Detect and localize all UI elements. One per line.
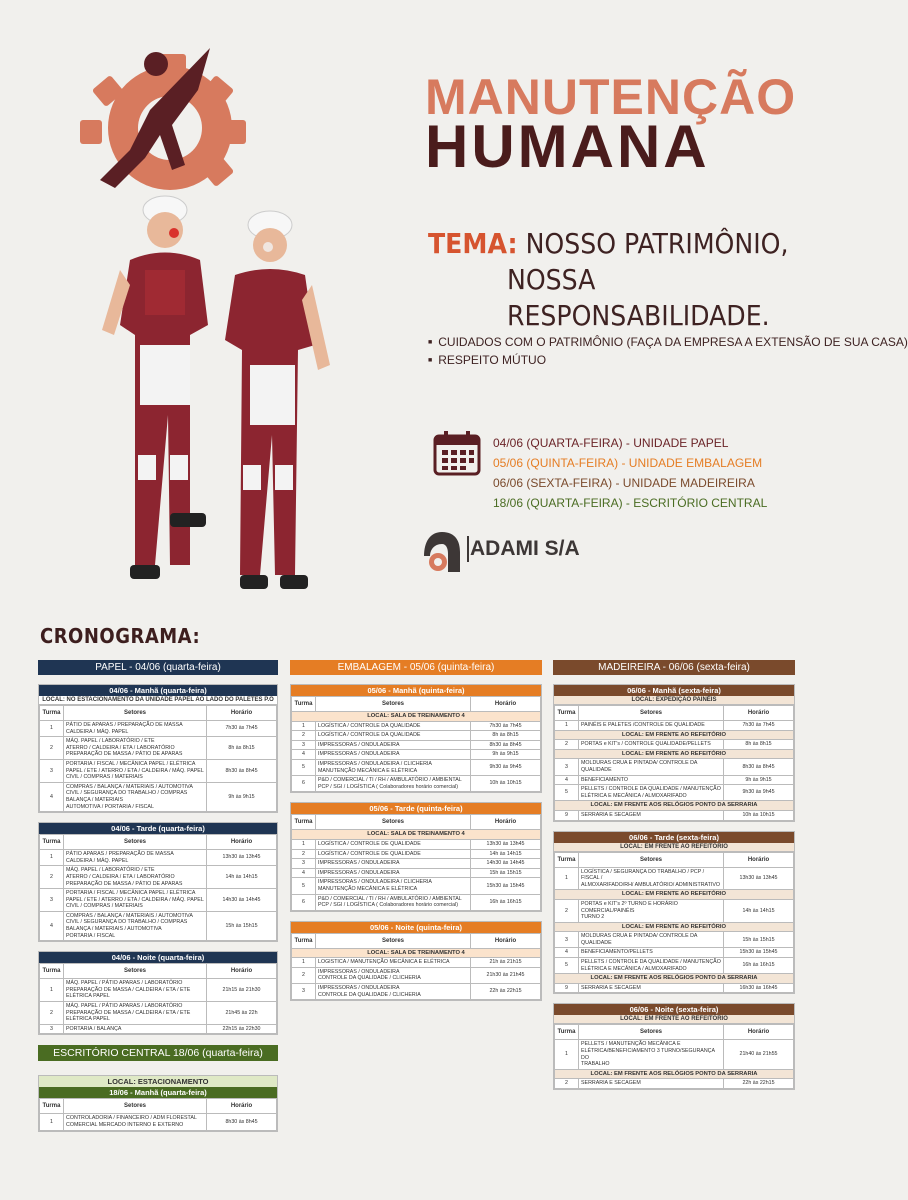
cell-horario: 22h às 22h15 <box>471 984 541 1000</box>
th-horario: Horário <box>471 697 541 712</box>
escritorio-header: ESCRITÓRIO CENTRAL 18/06 (quarta-feira) <box>38 1045 278 1061</box>
cell-horario: 14h às 14h15 <box>724 899 794 922</box>
cell-turma: 6 <box>292 776 316 792</box>
cell-setores: PORTARIA / FISCAL / MECÂNICA PAPEL / ELÉTRICA PAPEL / ETE / ATERRO / ETA / CALDEIRA / MÁQ. PAPEL CIVIL / COMPRAS / MATERIAIS <box>64 759 207 782</box>
table-row <box>555 810 794 820</box>
cell-turma: 1 <box>292 839 316 849</box>
table-row <box>40 1114 277 1130</box>
schedule-table <box>39 1098 277 1130</box>
cell-turma: 5 <box>555 958 579 974</box>
cell-setores: LOGÍSTICA / CONTROLE DA QUALIDADE <box>316 731 471 741</box>
table-row <box>292 958 541 968</box>
schedule-table <box>554 1024 794 1089</box>
block-title: 05/06 - Tarde (quinta-feira) <box>291 803 541 814</box>
bullet-item: ■ RESPEITO MÚTUO <box>428 353 908 367</box>
cell-horario: 15h às 15h15 <box>207 911 277 940</box>
local-label: LOCAL: ESTACIONAMENTO <box>39 1076 277 1087</box>
block-title: 05/06 - Noite (quinta-feira) <box>291 922 541 933</box>
cell-horario: 14h30 às 14h45 <box>207 889 277 912</box>
cell-turma: 5 <box>292 759 316 775</box>
table-row <box>555 775 794 785</box>
cell-setores: COMPRAS / BALANÇA / MATERIAIS / AUTOMOTIVA CIVIL / SEGURANÇA DO TRABALHO / COMPRAS BALANÇA / MATERIAIS AUTOMOTIVA / PORTARIA / FISCAL <box>64 782 207 811</box>
th-turma: Turma <box>555 706 579 721</box>
dates-list <box>493 433 767 513</box>
cell-turma: 5 <box>555 785 579 801</box>
tema-label: TEMA: <box>428 227 518 260</box>
cell-turma: 1 <box>292 721 316 731</box>
embalagem-column <box>290 660 542 1001</box>
table-row <box>555 932 794 948</box>
cell-setores: PORTARIA / FISCAL / MECÂNICA PAPEL / ELÉTRICA PAPEL / ETE / ATERRO / ETA / CALDEIRA / MÁQ. PAPEL CIVIL / COMPRAS / MATERIAIS <box>64 889 207 912</box>
table-row <box>40 866 277 889</box>
cell-turma: 3 <box>292 859 316 869</box>
local-label: LOCAL: EM FRENTE AO REFEITÓRIO <box>554 1015 794 1024</box>
cell-setores: LOGÍSTICA / CONTROLE DE QUALIDADE <box>316 849 471 859</box>
cell-setores: LOGISTICA / MANUTENÇÃO MECÂNICA E ELÉTRICA <box>316 958 471 968</box>
embalagem-header: EMBALAGEM - 05/06 (quinta-feira) <box>290 660 542 675</box>
block-title: 06/06 - Manhã (sexta-feira) <box>554 685 794 696</box>
cell-setores: SERRARIA E SECAGEM <box>579 983 724 993</box>
cell-horario: 21h40 às 21h55 <box>724 1040 794 1069</box>
cell-horario: 8h30 às 8h45 <box>471 740 541 750</box>
calendar-icon <box>433 430 481 476</box>
cell-setores: IMPRESSORAS / ONDULADEIRA CONTROLE DA QUALIDADE / CLICHERIA <box>316 967 471 983</box>
cell-turma: 2 <box>40 866 64 889</box>
date-papel: 04/06 (QUARTA-FEIRA) - UNIDADE PAPEL <box>493 436 729 450</box>
cell-horario: 14h às 14h15 <box>471 849 541 859</box>
cell-setores: COMPRAS / BALANÇA / MATERIAIS / AUTOMOTIVA CIVIL / SEGURANÇA DO TRABALHO / COMPRAS BALANÇA / MATERIAIS / AUTOMOTIVA PORTARIA / FISCAL <box>64 911 207 940</box>
th-turma: Turma <box>292 697 316 712</box>
cell-turma: 2 <box>40 1002 64 1025</box>
cell-turma: 1 <box>555 867 579 890</box>
block-title: 06/06 - Noite (sexta-feira) <box>554 1004 794 1015</box>
cell-horario: 8h às 8h15 <box>724 740 794 750</box>
schedule-table <box>554 705 794 821</box>
cell-setores: BENEFICIAMENTO <box>579 775 724 785</box>
block-title: 18/06 - Manhã (quarta-feira) <box>39 1087 277 1098</box>
table-row <box>40 850 277 866</box>
cell-setores: IMPRESSORAS / ONDULADEIRA / CLICHERIA MANUTENÇÃO MECÂNICA E ELÉTRICA <box>316 759 471 775</box>
table-row <box>292 868 541 878</box>
th-horario: Horário <box>207 964 277 979</box>
cell-turma: 3 <box>40 759 64 782</box>
madeireira-header: MADEIREIRA - 06/06 (sexta-feira) <box>553 660 795 675</box>
cell-setores: PELLETS / CONTROLE DA QUALIDADE / MANUTENÇÃO ELÉTRICA E MECÂNICA / ALMOXARIFADO <box>579 785 724 801</box>
th-horario: Horário <box>724 706 794 721</box>
bullet-list <box>428 335 908 371</box>
embalagem-tarde-block <box>290 802 542 911</box>
th-setores: Setores <box>316 815 471 830</box>
th-setores: Setores <box>64 1099 207 1114</box>
cell-setores: PÁTIO DE APARAS / PREPARAÇÃO DE MASSA CALDEIRA / MÁQ. PAPEL <box>64 721 207 737</box>
date-escritorio: 18/06 (QUARTA-FEIRA) - ESCRITÓRIO CENTRAL <box>493 496 768 510</box>
local-label: LOCAL: EM FRENTE AO REFEITÓRIO <box>555 890 794 900</box>
table-row <box>292 984 541 1000</box>
schedule-table <box>39 963 277 1034</box>
madeireira-column <box>553 660 795 1090</box>
cell-setores: MOLDURAS CRUA E PINTADA/ CONTROLE DA QUALIDADE <box>579 759 724 775</box>
cell-horario: 10h às 10h15 <box>471 776 541 792</box>
cell-turma: 1 <box>40 1114 64 1130</box>
local-label: LOCAL: EM FRENTE AOS RELÓGIOS PONTO DA SERRARIA <box>555 974 794 984</box>
local-label: LOCAL: EM FRENTE AO REFEITÓRIO <box>555 749 794 759</box>
th-horario: Horário <box>207 835 277 850</box>
local-label: LOCAL: NO ESTACIONAMENTO DA UNIDADE PAPEL AO LADO DO PALETES P.O <box>39 696 277 705</box>
cell-horario: 15h às 15h15 <box>471 868 541 878</box>
company-name: ADAMI S/A <box>470 537 580 560</box>
adami-logo-icon <box>422 530 462 574</box>
th-setores: Setores <box>579 1025 724 1040</box>
local-label: LOCAL: SALA DE TREINAMENTO 4 <box>292 830 541 840</box>
cell-turma: 3 <box>292 740 316 750</box>
cell-horario: 15h às 15h15 <box>724 932 794 948</box>
cell-turma: 1 <box>555 1040 579 1069</box>
cell-turma: 2 <box>292 967 316 983</box>
cell-horario: 13h30 às 13h45 <box>724 867 794 890</box>
cell-horario: 9h às 9h15 <box>724 775 794 785</box>
cell-turma: 2 <box>555 899 579 922</box>
cell-horario: 15h30 às 15h45 <box>471 878 541 894</box>
cell-horario: 15h30 às 15h45 <box>724 948 794 958</box>
local-label: LOCAL: SALA DE TREINAMENTO 4 <box>292 948 541 958</box>
th-turma: Turma <box>555 1025 579 1040</box>
tema-line2: NOSSA RESPONSABILIDADE. <box>507 263 770 332</box>
cell-setores: PELLETS / CONTROLE DA QUALIDADE / MANUTENÇÃO ELÉTRICA E MECÂNICA / ALMOXARIFADO <box>579 958 724 974</box>
table-row <box>292 967 541 983</box>
local-label: LOCAL: EM FRENTE AO REFEITÓRIO <box>555 730 794 740</box>
madeireira-noite-block <box>553 1003 795 1090</box>
table-row <box>292 878 541 894</box>
table-row <box>40 737 277 760</box>
cell-setores: MOLDURAS CRUA E PINTADA/ CONTROLE DA QUALIDADE <box>579 932 724 948</box>
cell-horario: 22h às 22h15 <box>724 1079 794 1089</box>
cell-horario: 8h às 8h15 <box>471 731 541 741</box>
cell-setores: IMPRESSORAS / ONDULADEIRA / CLICHERIA MANUTENÇÃO MECÂNICA E ELÉTRICA <box>316 878 471 894</box>
th-turma: Turma <box>40 964 64 979</box>
th-horario: Horário <box>724 1025 794 1040</box>
th-setores: Setores <box>316 697 471 712</box>
local-label: LOCAL: EM FRENTE AO REFEITÓRIO <box>554 843 794 852</box>
cell-horario: 21h às 21h15 <box>471 958 541 968</box>
block-title: 04/06 - Manhã (quarta-feira) <box>39 685 277 696</box>
title-line2: HUMANA <box>425 113 710 180</box>
table-row <box>292 849 541 859</box>
tema-block <box>428 226 847 334</box>
cell-setores: PORTARIA / BALANÇA <box>64 1024 207 1034</box>
block-title: 06/06 - Tarde (sexta-feira) <box>554 832 794 843</box>
cell-turma: 6 <box>292 894 316 910</box>
th-horario: Horário <box>471 815 541 830</box>
cell-horario: 14h às 14h15 <box>207 866 277 889</box>
table-row <box>292 894 541 910</box>
title-line1: MANUTENÇÃO <box>425 69 797 125</box>
cell-turma: 4 <box>40 782 64 811</box>
cell-setores: CONTROLADORIA / FINANCEIRO / ADM FLORESTAL COMERCIAL MERCADO INTERNO E EXTERNO <box>64 1114 207 1130</box>
local-label: LOCAL: EM FRENTE AO REFEITÓRIO <box>555 922 794 932</box>
cell-turma: 5 <box>292 878 316 894</box>
cell-turma: 4 <box>292 750 316 760</box>
cell-horario: 14h30 às 14h45 <box>471 859 541 869</box>
th-setores: Setores <box>64 964 207 979</box>
table-row <box>40 889 277 912</box>
cell-horario: 8h30 às 8h45 <box>207 759 277 782</box>
embalagem-noite-block <box>290 921 542 1002</box>
th-turma: Turma <box>40 706 64 721</box>
cell-horario: 13h30 às 13h45 <box>471 839 541 849</box>
cell-turma: 9 <box>555 983 579 993</box>
papel-manha-block <box>38 684 278 813</box>
th-setores: Setores <box>579 706 724 721</box>
table-row <box>555 958 794 974</box>
cell-setores: SERRARIA E SECAGEM <box>579 810 724 820</box>
papel-column <box>38 660 278 1132</box>
table-row <box>292 859 541 869</box>
cell-setores: PORTAS e KIT's / CONTROLE QUALIDADE/PELLETS <box>579 740 724 750</box>
cell-horario: 9h30 às 9h45 <box>471 759 541 775</box>
cell-turma: 4 <box>555 775 579 785</box>
th-horario: Horário <box>724 852 794 867</box>
cell-turma: 4 <box>292 868 316 878</box>
cell-turma: 2 <box>555 740 579 750</box>
cell-setores: LOGÍSTICA / CONTROLE DE QUALIDADE <box>316 839 471 849</box>
local-label: LOCAL: EXPEDIÇÃO PAINÉIS <box>554 696 794 705</box>
block-title: 04/06 - Tarde (quarta-feira) <box>39 823 277 834</box>
cell-horario: 7h30 às 7h45 <box>724 721 794 731</box>
schedule-table <box>554 852 794 994</box>
madeireira-tarde-block <box>553 831 795 995</box>
table-row <box>40 979 277 1002</box>
cell-horario: 16h30 às 16h45 <box>724 983 794 993</box>
table-row <box>555 983 794 993</box>
cell-setores: PELLETS / MANUTENÇÃO MECÂNICA E ELÉTRICA/BENEFICIAMENTO 3 TURNO/SEGURANÇA DO TRABALHO <box>579 1040 724 1069</box>
table-row <box>292 731 541 741</box>
cell-horario: 16h às 16h15 <box>724 958 794 974</box>
th-horario: Horário <box>207 1099 277 1114</box>
cell-turma: 3 <box>40 1024 64 1034</box>
th-setores: Setores <box>64 706 207 721</box>
schedule-table <box>291 696 541 792</box>
th-setores: Setores <box>64 835 207 850</box>
table-row <box>40 1002 277 1025</box>
table-row <box>555 740 794 750</box>
cell-horario: 13h30 às 13h45 <box>207 850 277 866</box>
table-row <box>555 1079 794 1089</box>
schedule-table <box>39 834 277 941</box>
cell-setores: P&D / COMERCIAL / TI / RH / AMBULATÓRIO / AMBIENTAL PCP / SGI / LOGÍSTICA ( Colaboradores horário comercial) <box>316 776 471 792</box>
table-row <box>40 1024 277 1034</box>
table-row <box>555 867 794 890</box>
date-madeireira: 06/06 (SEXTA-FEIRA) - UNIDADE MADEIREIRA <box>493 476 755 490</box>
cell-turma: 1 <box>40 721 64 737</box>
table-row <box>292 776 541 792</box>
cell-turma: 3 <box>292 984 316 1000</box>
block-title: 05/06 - Manhã (quinta-feira) <box>291 685 541 696</box>
cell-turma: 2 <box>292 849 316 859</box>
cell-setores: IMPRESSORAS / ONDULADEIRA <box>316 740 471 750</box>
cell-setores: PORTAS e KIT's 2º TURNO E HORÁRIO COMERCIAL/PAINÉIS TURNO 2 <box>579 899 724 922</box>
cell-horario: 8h às 8h15 <box>207 737 277 760</box>
cell-setores: IMPRESSORAS / ONDULADEIRA <box>316 868 471 878</box>
workers-illustration <box>90 175 350 605</box>
th-setores: Setores <box>579 852 724 867</box>
table-row <box>555 759 794 775</box>
th-horario: Horário <box>471 933 541 948</box>
schedule-table <box>291 814 541 910</box>
cell-setores: MÁQ. PAPEL / PÁTIO APARAS / LABORATÓRIO PREPARAÇÃO DE MASSA / CALDEIRA / ETA / ETE ELÉTRICA PAPEL <box>64 979 207 1002</box>
th-turma: Turma <box>40 835 64 850</box>
cell-horario: 9h30 às 9h45 <box>724 785 794 801</box>
th-setores: Setores <box>316 933 471 948</box>
escritorio-block <box>38 1075 278 1131</box>
papel-noite-block <box>38 951 278 1035</box>
cell-horario: 10h às 10h15 <box>724 810 794 820</box>
local-label: LOCAL: EM FRENTE AOS RELÓGIOS PONTO DA SERRARIA <box>555 801 794 811</box>
cell-horario: 22h15 às 22h30 <box>207 1024 277 1034</box>
cell-setores: IMPRESSORAS / ONDULADEIRA <box>316 750 471 760</box>
cell-turma: 1 <box>40 979 64 1002</box>
cell-turma: 1 <box>555 721 579 731</box>
cell-horario: 16h às 16h15 <box>471 894 541 910</box>
table-row <box>292 759 541 775</box>
table-row <box>555 899 794 922</box>
table-row <box>40 759 277 782</box>
cell-turma: 4 <box>555 948 579 958</box>
local-label: LOCAL: SALA DE TREINAMENTO 4 <box>292 712 541 722</box>
cell-horario: 7h30 às 7h45 <box>207 721 277 737</box>
date-embalagem: 05/06 (QUINTA-FEIRA) - UNIDADE EMBALAGEM <box>493 456 763 470</box>
th-turma: Turma <box>555 852 579 867</box>
cronograma-title: CRONOGRAMA: <box>40 624 201 648</box>
table-row <box>40 721 277 737</box>
cell-turma: 2 <box>292 731 316 741</box>
block-title: 04/06 - Noite (quarta-feira) <box>39 952 277 963</box>
cell-setores: MÁQ. PAPEL / LABORATÓRIO / ETE ATERRO / CALDEIRA / ETA / LABORATÓRIO PREPARAÇÃO DE MASSA / PÁTIO DE APARAS <box>64 737 207 760</box>
cell-setores: IMPRESSORAS / ONDULADEIRA <box>316 859 471 869</box>
cell-setores: PÁTIO APARAS / PREPARAÇÃO DE MASSA CALDEIRA / MÁQ. PAPEL <box>64 850 207 866</box>
th-horario: Horário <box>207 706 277 721</box>
cell-setores: MÁQ. PAPEL / LABORATÓRIO / ETE ATERRO / CALDEIRA / ETA / LABORATÓRIO PREPARAÇÃO DE MASSA / PÁTIO DE APARAS <box>64 866 207 889</box>
table-row <box>555 785 794 801</box>
cell-horario: 7h30 às 7h45 <box>471 721 541 731</box>
table-row <box>292 740 541 750</box>
tema-line1: NOSSO PATRIMÔNIO, <box>525 227 789 260</box>
table-row <box>292 721 541 731</box>
th-turma: Turma <box>292 933 316 948</box>
cell-setores: LOGÍSTICA / SEGURANÇA DO TRABALHO / PCP / FISCAL / ALMOXARIFADO/RH/ AMBULATÓRIO/ ADMINISTRATIVO <box>579 867 724 890</box>
cell-horario: 9h às 9h15 <box>207 782 277 811</box>
cell-horario: 21h30 às 21h45 <box>471 967 541 983</box>
cell-horario: 9h às 9h15 <box>471 750 541 760</box>
th-turma: Turma <box>292 815 316 830</box>
cell-horario: 8h30 às 8h45 <box>207 1114 277 1130</box>
madeireira-manha-block <box>553 684 795 822</box>
table-row <box>40 911 277 940</box>
table-row <box>40 782 277 811</box>
cell-turma: 3 <box>40 889 64 912</box>
cell-setores: P&D / COMERCIAL / TI / RH / AMBULATÓRIO / AMBIENTAL PCP / SGI / LOGÍSTICA ( Colaboradores horário comercial) <box>316 894 471 910</box>
cell-setores: IMPRESSORAS / ONDULADEIRA CONTROLE DA QUALIDADE / CLICHERIA <box>316 984 471 1000</box>
cell-turma: 3 <box>555 759 579 775</box>
cell-turma: 1 <box>40 850 64 866</box>
schedule-table <box>291 933 541 1001</box>
papel-tarde-block <box>38 822 278 942</box>
cell-turma: 1 <box>292 958 316 968</box>
cell-turma: 2 <box>40 737 64 760</box>
bullet-item: ■ CUIDADOS COM O PATRIMÔNIO (FAÇA DA EMPRESA A EXTENSÃO DE SUA CASA) <box>428 335 908 349</box>
cell-setores: PAINÉIS E PALETES /CONTROLE DE QUALIDADE <box>579 721 724 731</box>
cell-horario: 21h15 às 21h30 <box>207 979 277 1002</box>
cell-horario: 8h30 às 8h45 <box>724 759 794 775</box>
cell-horario: 21h45 às 22h <box>207 1002 277 1025</box>
table-row <box>555 1040 794 1069</box>
papel-header: PAPEL - 04/06 (quarta-feira) <box>38 660 278 675</box>
table-row <box>292 839 541 849</box>
cell-setores: MÁQ. PAPEL / PÁTIO APARAS / LABORATÓRIO PREPARAÇÃO DE MASSA / CALDEIRA / ETA / ETE ELÉTRICA PAPEL <box>64 1002 207 1025</box>
cell-turma: 3 <box>555 932 579 948</box>
table-row <box>555 721 794 731</box>
schedule-table <box>39 705 277 812</box>
cell-turma: 2 <box>555 1079 579 1089</box>
th-turma: Turma <box>40 1099 64 1114</box>
local-label: LOCAL: EM FRENTE AOS RELÓGIOS PONTO DA SERRARIA <box>555 1069 794 1079</box>
table-row <box>555 948 794 958</box>
table-row <box>292 750 541 760</box>
cell-turma: 4 <box>40 911 64 940</box>
cell-turma: 9 <box>555 810 579 820</box>
cell-setores: BENEFICIAMENTO/PELLETS <box>579 948 724 958</box>
embalagem-manha-block <box>290 684 542 793</box>
cell-setores: SERRARIA E SECAGEM <box>579 1079 724 1089</box>
cell-setores: LOGÍSTICA / CONTROLE DA QUALIDADE <box>316 721 471 731</box>
logo-divider <box>467 536 469 562</box>
